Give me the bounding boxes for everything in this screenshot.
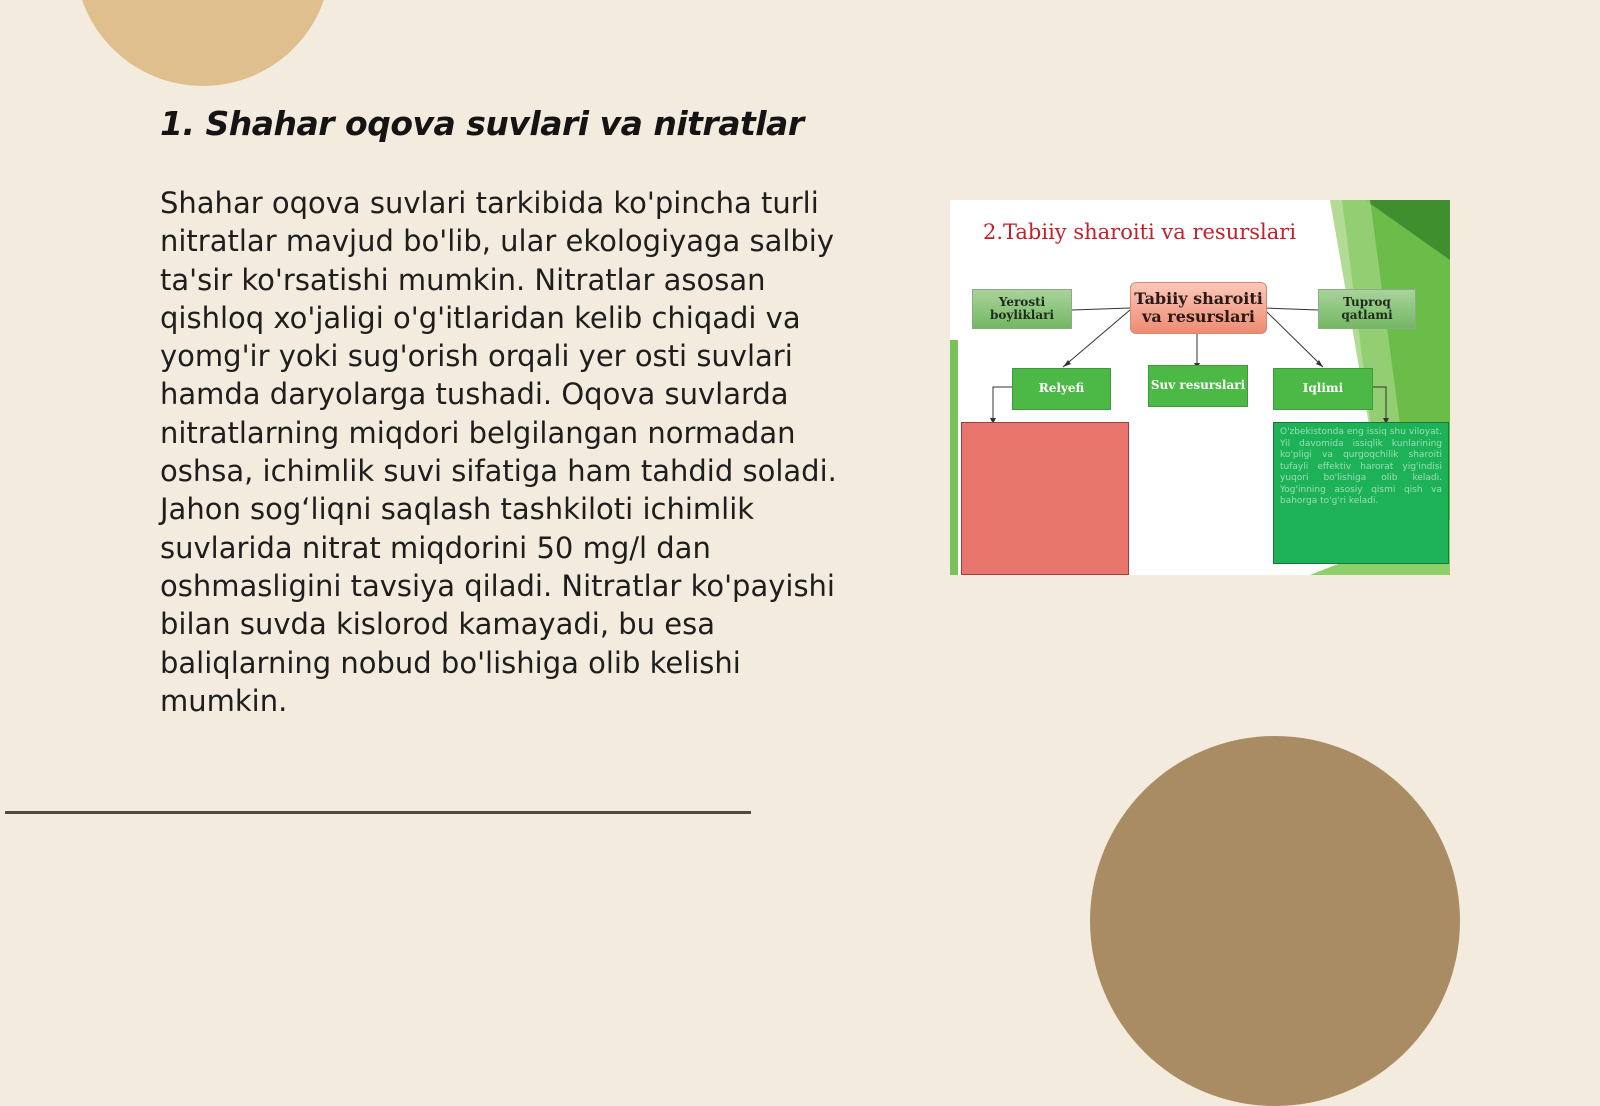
decorative-circle-top: [75, 0, 331, 86]
slide-title: 1. Shahar oqova suvlari va nitratlar: [160, 104, 804, 143]
divider-line: [5, 811, 751, 814]
node-relyef: Relyefi: [1012, 368, 1111, 410]
node-center: Tabiiy sharoiti va resurslari: [1130, 282, 1267, 334]
node-tuproq: Tuproq qatlami: [1318, 289, 1416, 329]
diagram-title: 2.Tabiiy sharoiti va resurslari: [983, 220, 1297, 244]
panel-iqlim-text: O'zbekistonda eng issiq shu viloyat. Yil davomida issiqlik kunlarining ko'pligi va qurgoqchilik sharoiti tufayli effektiv harorat yig'indisi yuqori bo'lishiga olib keladi. Yog'inning asosiy qismi qish va bahorga to'g'ri keladi.: [1273, 422, 1449, 564]
diagram-image: [950, 200, 1450, 575]
node-suv: Suv resurslari: [1148, 365, 1248, 407]
panel-relyef-text: [961, 422, 1129, 575]
decorative-circle-bottom: [1090, 736, 1460, 1106]
node-iqlim: Iqlimi: [1273, 368, 1373, 410]
slide-body-text: Shahar oqova suvlari tarkibida ko'pincha turli nitratlar mavjud bo'lib, ular ekologiyaga salbiy ta'sir ko'rsatishi mumkin. Nitratlar asosan qishloq xo'jaligi o'g'itlaridan kelib chiqadi va yomg'ir yoki sug'orish orqali yer osti suvlari hamda daryolarga tushadi. Oqova suvlarda nitratlarning miqdori belgilangan normadan oshsa, ichimlik suvi sifatiga ham tahdid soladi. Jahon sog‘liqni saqlash tashkiloti ichimlik suvlarida nitrat miqdorini 50 mg/l dan oshmasligini tavsiya qiladi. Nitratlar ko'payishi bilan suvda kislorod kamayadi, bu esa baliqlarning nobud bo'lishiga olib kelishi mumkin.: [160, 186, 837, 718]
node-yerosti: Yerosti boyliklari: [972, 289, 1072, 329]
